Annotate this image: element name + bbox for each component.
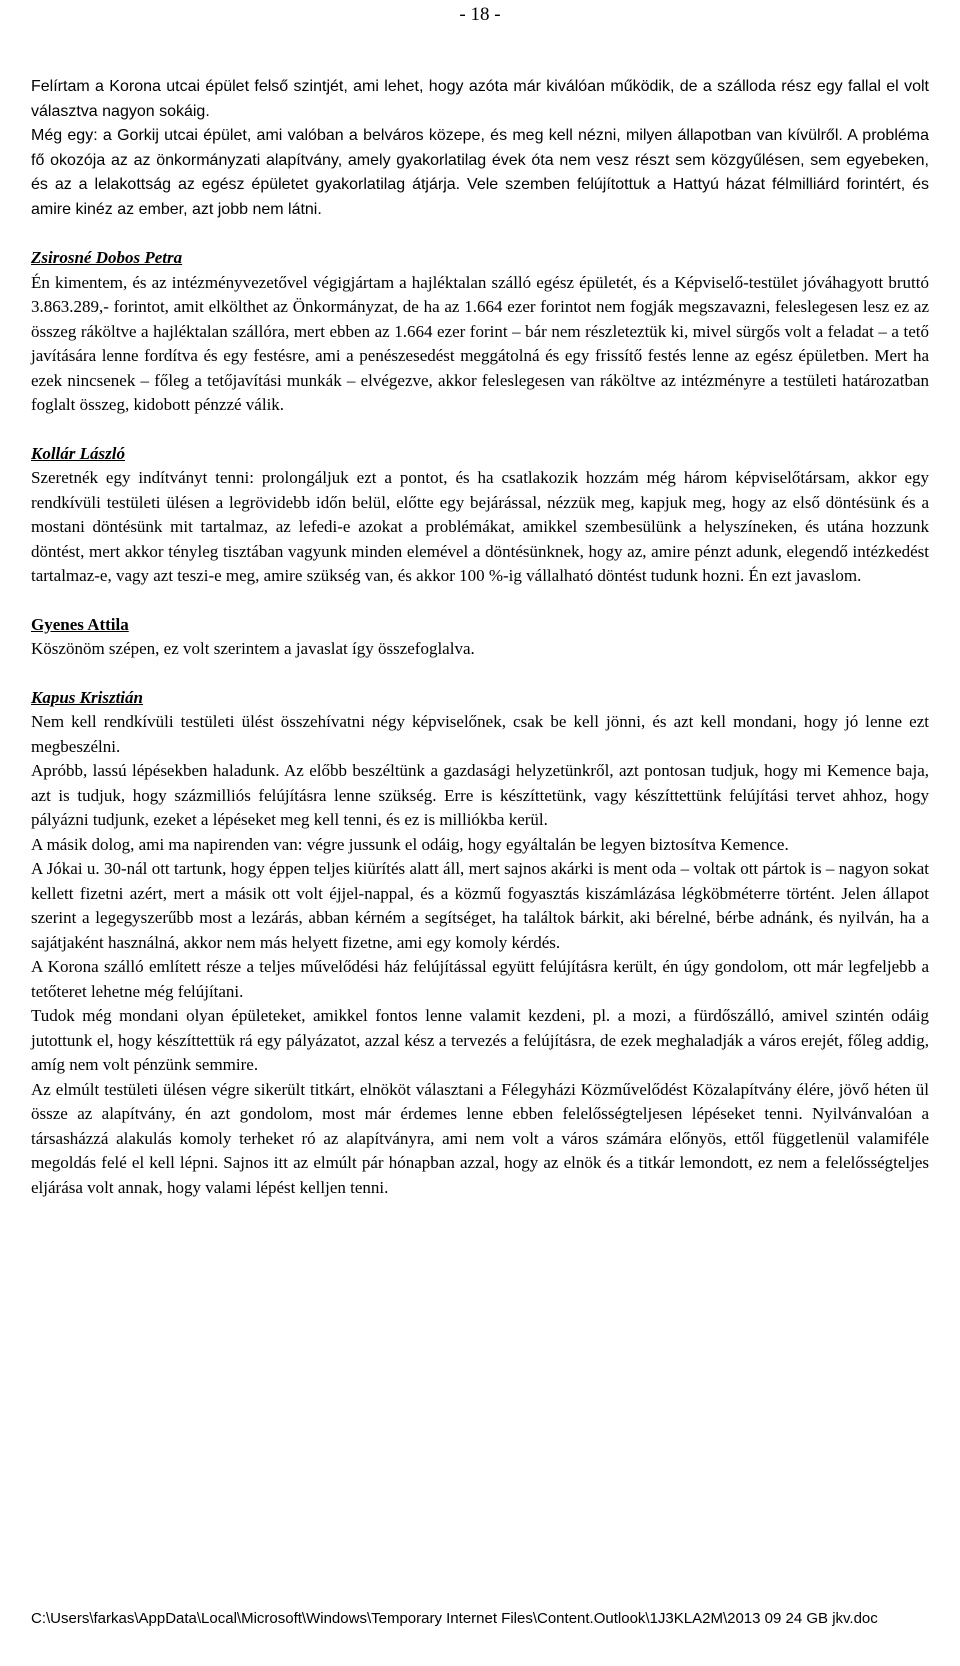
page-number: - 18 -: [459, 4, 501, 25]
document-body: [31, 75, 929, 1200]
speaker-name: Kapus Krisztián: [31, 687, 143, 707]
speaker-name: Kollár László: [31, 443, 125, 463]
paragraph: Apróbb, lassú lépésekben haladunk. Az előbb beszéltünk a gazdasági helyzetünkről, azt pontosan tudjuk, hogy mi Kemence baja, azt is tudjuk, hogy százmilliós felújításra lenne szükség. Erre is készíttetünk, vagy készíttettünk felújítási tervet ahhoz, hogy pályázni tudjunk, ezeket a lépéseket meg kell tenni, és ez is milliókba kerül.: [31, 761, 929, 829]
paragraph: A másik dolog, ami ma napirenden van: végre jussunk el odáig, hogy egyáltalán be legyen biztosítva Kemence.: [31, 834, 789, 854]
footer-file-path: C:\Users\farkas\AppData\Local\Microsoft\Windows\Temporary Internet Files\Content.Outlook\1J3KLA2M\2013 09 24 GB jkv.doc: [31, 1610, 878, 1627]
paragraph: Nem kell rendkívüli testületi ülést összehívatni négy képviselőnek, csak be kell jönni, és azt kell mondani, hogy jó lenne ezt megbeszélni.: [31, 712, 929, 756]
paragraph: Tudok még mondani olyan épületeket, amikkel fontos lenne valamit kezdeni, pl. a mozi, a fürdőszálló, amivel szintén odáig jutottunk el, hogy készíttettük rá egy pályázatot, azzal kész a tervezés a felújításra, de ezek meghaladják a város erejét, főleg addig, amíg nem volt pénzünk semmire.: [31, 1006, 929, 1074]
document-page: [31, 0, 929, 1666]
speaker-name: Zsirosné Dobos Petra: [31, 248, 183, 267]
paragraph: Köszönöm szépen, ez volt szerintem a javaslat így összefoglalva.: [31, 639, 475, 658]
paragraph: A Korona szálló említett része a teljes művelődési ház felújítással együtt felújításra került, én úgy gondolom, ott már legfeljebb a tetőteret lehetne még felújítani.: [31, 957, 929, 1001]
speaker-name: Gyenes Attila: [31, 614, 129, 634]
paragraph: Szeretnék egy indítványt tenni: prolongáljuk ezt a pontot, és ha csatlakozik hozzám még három képviselőtársam, akkor egy rendkívüli testületi ülésen a legrövidebb időn belül, előtte egy bejárással, nézzük meg, kapjuk meg, hogy az első döntésünk és a mostani döntésünk mit tartalmaz, az lefedi-e azokat a problémákat, amikkel szembesülünk a helyszíneken, és utána hozzunk döntést, mert akkor tényleg tisztában vagyunk minden elemével a döntésünknek, hogy az, amire pénzt adunk, elegendő intézkedést tartalmaz-e, vagy azt teszi-e meg, amire szükség van, és akkor 100 %-ig vállalható döntést tudunk hozni. Én ezt javaslom.: [31, 468, 929, 585]
paragraph: Felírtam a Korona utcai épület felső szintjét, ami lehet, hogy azóta már kiválóan működik, de a szálloda rész egy fallal el volt választva nagyon sokáig.: [31, 78, 929, 120]
paragraph: A Jókai u. 30-nál ott tartunk, hogy éppen teljes kiürítés alatt áll, mert sajnos akárki is ment oda – voltak ott pártok is – nagyon sokat kellett fizetni azért, mert a másik ott volt éjjel-nappal, és a közmű fogyasztás kiszámlázása légköbméterre történt. Jelen állapot szerint a legegyszerűbb most a lezárás, abban kérném a segítséget, ha találtok bárkit, aki bérelné, bérbe adnánk, és nyilván, ha a sajátjaként használná, akkor nem más helyett fizetne, ami egy komoly kérdés.: [31, 859, 929, 952]
paragraph: Az elmúlt testületi ülésen végre sikerült titkárt, elnököt választani a Félegyházi Közművelődést Közalapítvány élére, jövő héten ül össze az alapítvány, én azt gondolom, most már érdemes lenne ebben felelősségteljesen lépéseket tenni. Nyilvánvalóan a társasházzá alakulás komoly terheket ró az alapítványra, ami nem volt a város számára előnyös, ettől függetlenül valamiféle megoldás felé el kell lépni. Sajnos itt az elmúlt pár hónapban azzal, hogy az elnök és a titkár lemondott, ez nem a felelősségteljes eljárása volt annak, hogy valami lépést kelljen tenni.: [31, 1079, 929, 1197]
paragraph: Én kimentem, és az intézményvezetővel végigjártam a hajléktalan szálló egész épületét, és a Képviselő-testület jóváhagyott bruttó 3.863.289,- forintot, amit elkölthet az Önkormányzat, de ha az 1.664 ezer forintot nem fogják megszavazni, feleslegesen lesz ez az összeg ráköltve a hajléktalan szállóra, mert ebben az 1.664 ezer forint – bár nem részleteztük ki, mivel sürgős volt a feladat – a tető javítására lenne fordítva és egy festésre, ami a penészesedést meggátolná és egy frissítő festés lenne az egész épületben. Mert ha ezek nincsenek – főleg a tetőjavítási munkák – elvégezve, akkor feleslegesen van ráköltve az intézményre a testületi határozatban foglalt összeg, kidobott pénzzé válik.: [31, 272, 929, 414]
paragraph: Még egy: a Gorkij utcai épület, ami valóban a belváros közepe, és meg kell nézni, milyen állapotban van kívülről. A probléma fő okozója az az önkormányzati alapítvány, amely gyakorlatilag évek óta nem vesz részt sem közgyűlésen, sem egyebeken, és az a lelakottság az egész épületet gyakorlatilag átjárja. Vele szemben felújítottuk a Hattyú házat félmilliárd forintért, és amire kinéz az ember, azt jobb nem látni.: [31, 127, 929, 218]
